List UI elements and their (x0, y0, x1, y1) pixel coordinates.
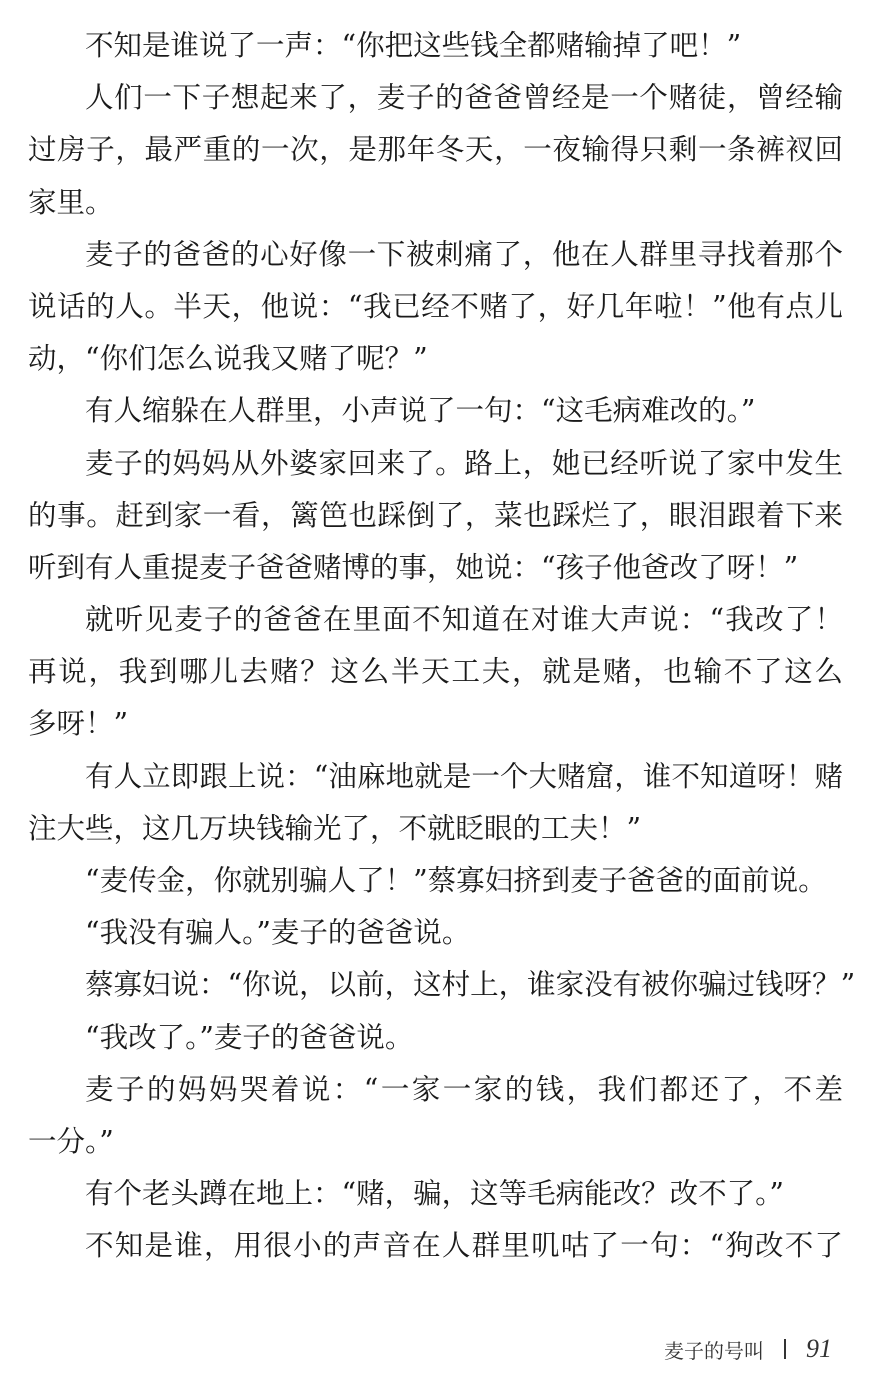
text-line: 蔡寡妇说：“你说，以前，这村上，谁家没有被你骗过钱呀？” (85, 968, 856, 1002)
text-line: “我改了。”麦子的爸爸说。 (85, 1020, 414, 1054)
text-line: “麦传金，你就别骗人了！”蔡寡妇挤到麦子爸爸的面前说。 (85, 864, 827, 897)
text-line: 注大些，这几万块钱输光了，不就眨眼的工夫！” (28, 811, 642, 845)
text-line: 的事。赶到家一看，篱笆也踩倒了，菜也踩烂了，眼泪跟着下来 (28, 498, 843, 532)
page-footer (664, 1334, 832, 1364)
text-line: 麦子的妈妈从外婆家回来了。路上，她已经听说了家中发生 (85, 446, 843, 480)
text-line: 一分。” (28, 1124, 114, 1158)
text-line: 动，“你们怎么说我又赌了呢？” (28, 342, 428, 376)
text-line: “我没有骗人。”麦子的爸爸说。 (85, 916, 471, 950)
text-line: 有个老头蹲在地上：“赌，骗，这等毛病能改？改不了。” (85, 1177, 784, 1211)
page-number: 91 (806, 1334, 832, 1363)
text-line: 家里。 (28, 185, 114, 219)
text-line: 不知是谁说了一声：“你把这些钱全都赌输掉了吧！” (85, 29, 742, 62)
text-line: 听到有人重提麦子爸爸赌博的事，她说：“孩子他爸改了呀！” (28, 550, 799, 584)
text-line: 多呀！” (28, 707, 129, 741)
text-line: 再说，我到哪儿去赌？这么半天工夫，就是赌，也输不了这么 (28, 655, 843, 689)
text-line: 麦子的爸爸的心好像一下被刺痛了，他在人群里寻找着那个 (85, 237, 843, 271)
text-line: 说话的人。半天，他说：“我已经不赌了，好几年啦！”他有点儿 (28, 289, 843, 323)
text-line: 有人立即跟上说：“油麻地就是一个大赌窟，谁不知道呀！赌 (85, 759, 843, 793)
text-line: 麦子的妈妈哭着说：“一家一家的钱，我们都还了，不差 (85, 1072, 843, 1106)
body-text (28, 20, 856, 1273)
running-title: 麦子的号叫 (664, 1338, 764, 1363)
text-line: 过房子，最严重的一次，是那年冬天，一夜输得只剩一条裤衩回 (28, 133, 843, 167)
text-line: 就听见麦子的爸爸在里面不知道在对谁大声说：“我改了！ (85, 603, 843, 637)
text-line: 有人缩躲在人群里，小声说了一句：“这毛病难改的。” (85, 394, 756, 428)
footer-divider (784, 1339, 786, 1359)
text-line: 人们一下子想起来了，麦子的爸爸曾经是一个赌徒，曾经输 (85, 81, 843, 115)
text-line: 不知是谁，用很小的声音在人群里叽咕了一句：“狗改不了 (85, 1229, 843, 1263)
